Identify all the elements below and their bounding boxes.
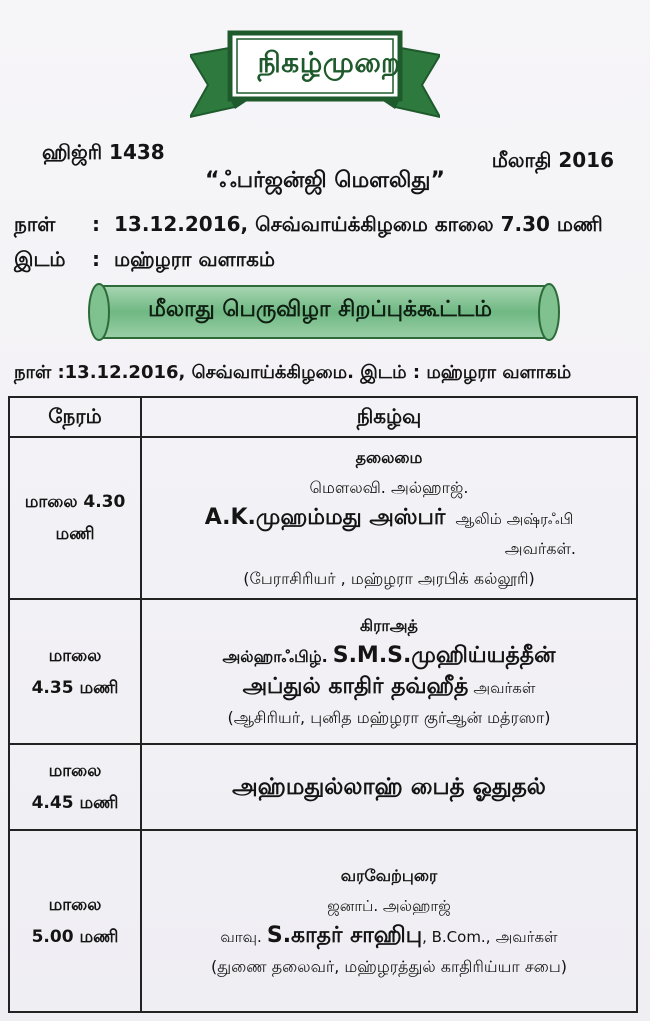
- date-key: நாள்: [14, 212, 56, 236]
- time-line-1: மாலை: [48, 761, 102, 781]
- time-line-2: 5.00 மணி: [31, 927, 119, 947]
- time-cell: [9, 830, 141, 1012]
- event-title: அஹ்மதுல்லாஹ் பைத் ஓதுதல்: [232, 774, 546, 800]
- table-row: [9, 437, 637, 599]
- speaker-prefix: அல்ஹாஃபிழ்.: [222, 646, 328, 666]
- speaker-name: S.காதர் சாஹிபு: [266, 922, 423, 948]
- time-line-2: 4.35 மணி: [31, 677, 119, 698]
- speaker-prefix: வாவு.: [220, 927, 262, 946]
- scroll-title: மீலாது பெருவிழா சிறப்புக்கூட்டம்: [148, 297, 492, 322]
- time-line-2: 4.45 மணி: [31, 793, 119, 813]
- speaker-desc: (ஆசிரியர், புனித மஹ்ழரா குர்ஆன் மத்ரஸா): [227, 707, 551, 727]
- table-row: [9, 830, 637, 1012]
- venue-value: மஹ்ழரா வளாகம்: [114, 247, 275, 271]
- event-role: வரவேற்புரை: [340, 865, 438, 885]
- event-cell: [141, 744, 637, 830]
- event-header: நிகழ்வு: [141, 397, 637, 437]
- speaker-desc: (பேராசிரியர் , மஹ்ழரா அரபிக் கல்லூரி): [243, 568, 535, 588]
- time-cell: [9, 599, 141, 744]
- table-row: [9, 744, 637, 830]
- hijri-year: ஹிஜ்ரி 1438: [42, 140, 165, 164]
- event-cell: [141, 437, 637, 599]
- time-line-1: மாலை 4.30: [24, 492, 126, 512]
- time-line-1: மாலை: [48, 895, 102, 915]
- speaker-title: ஆலிம் அஷ்ரஃபி: [455, 509, 574, 528]
- milad-year: மீலாதி 2016: [491, 148, 614, 172]
- time-cell: [9, 437, 141, 599]
- venue-key: இடம்: [14, 247, 66, 271]
- event-cell: [141, 830, 637, 1012]
- speaker-suffix: அவர்கள்.: [504, 538, 576, 558]
- venue-line: [14, 247, 275, 274]
- event-subtitle: “ஃபர்ஜன்ஜி மௌலிது”: [205, 168, 445, 193]
- table-header-row: [9, 397, 637, 437]
- venue-colon: :: [92, 247, 100, 271]
- event-role: கிராஅத்: [360, 615, 418, 635]
- speaker-suffix: அவர்கள்: [473, 678, 536, 697]
- event-cell: [141, 599, 637, 744]
- info-line: நாள் :13.12.2016, செவ்வாய்க்கிழமை. இடம் : மஹ்ழரா வளாகம்: [14, 362, 572, 383]
- speaker-name: S.M.S.முஹிய்யத்தீன்: [332, 642, 556, 668]
- banner-title: நிகழ்முறை: [257, 46, 401, 79]
- schedule-table: [8, 396, 638, 1013]
- speaker-suffix: அவர்கள்: [495, 927, 558, 946]
- event-line: மௌலவி. அல்ஹாஜ்.: [309, 477, 469, 497]
- speaker-desc: (துணை தலைவர், மஹ்ழரத்துல் காதிரிய்யா சபை): [211, 956, 567, 976]
- date-value: 13.12.2016, செவ்வாய்க்கிழமை காலை 7.30 மணி: [114, 212, 603, 236]
- event-line: ஜனாப். அல்ஹாஜ்: [327, 896, 451, 915]
- speaker-degree: , B.Com.,: [422, 927, 491, 946]
- event-role: தலைமை: [355, 447, 423, 467]
- time-line-2: மணி: [55, 524, 95, 544]
- date-line: [14, 212, 603, 239]
- time-line-1: மாலை: [48, 645, 102, 666]
- time-header: நேரம்: [9, 397, 141, 437]
- speaker-name: A.K.முஹம்மது அஸ்பர்: [204, 504, 446, 530]
- time-cell: [9, 744, 141, 830]
- speaker-name-2: அப்துல் காதிர் தவ்ஹீத்: [242, 673, 469, 699]
- date-colon: :: [92, 212, 100, 236]
- table-row: [9, 599, 637, 744]
